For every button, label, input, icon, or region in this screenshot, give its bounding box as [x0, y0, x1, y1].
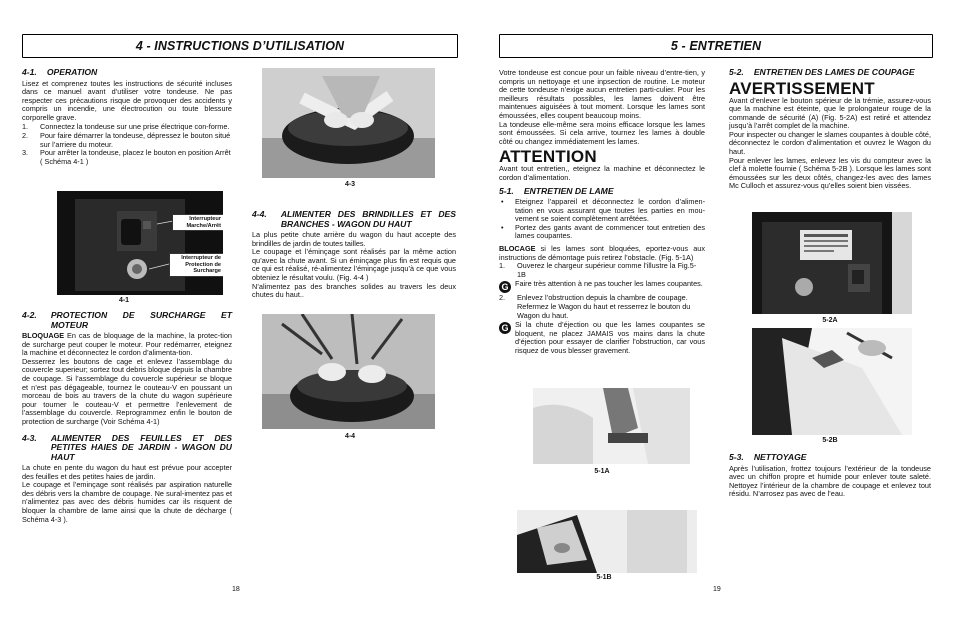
section-title-4-4: 4-4. ALIMENTER DES BRINDILLES ET DES BRANCHES - WAGON DU HAUT: [252, 209, 456, 229]
warning-g-icon: G: [499, 322, 511, 334]
section-title-5-3: 5-3. NETTOYAGE: [729, 452, 807, 462]
figure-caption-4-1: 4-1: [118, 297, 130, 304]
callout-overload-switch: Interrupteur de Protection de Surcharge: [169, 253, 223, 277]
callout-on-off-switch: Interrupteur Marche/Arrêt: [172, 214, 223, 231]
paragraph: Après l’utilisation, frottez toujours l’extérieur de la tondeuse avec un chiffon propre et humide pour enlever toute saleté. Nettoyez l’intérieur de la chambre de coupage et enlevez tout résidu. N’arrosez pas avec de l’eau.: [729, 463, 931, 499]
figure-caption-4-4: 4-4: [344, 433, 356, 440]
paragraph: BLOQUAGE En cas de bloquage de la machine, la protec-tion de surcharge peut couper le moteur. Pour redémarrer, eteignez la machine et déconnectez le cordon d’alimenta-tion.: [22, 331, 232, 358]
left-column-1: [22, 68, 232, 166]
figure-caption-4-3: 4-3: [344, 181, 356, 188]
right-column-3: [729, 453, 931, 499]
list-item: • Eteignez l’appareil et déconnectez le cordon d’alimen-tation en vous assurant que toutes les parties en mou-vement se soient complètement arrêtées.: [501, 197, 705, 224]
paragraph: Pour enlever les lames, enlevez les vis du compteur avec la clef à molette fournie ( Schéma 5-2B ). Lorsque les lames sont émoussées sur les deux côtés, changez-les avec des lames Mc Culloch et assurez-vous qu’elles soient bien vissées.: [729, 155, 931, 191]
paragraph: La tondeuse elle-même sera moins efficace lorsque les lames sont émoussées. Si cela arrive, tournez les lames à double côté ou changez immédiatement les lames.: [499, 119, 705, 146]
section-header-5: 5 - ENTRETIEN: [499, 34, 933, 58]
paragraph: Pour inspecter ou changer le slames coupantes à double côté, déconnectez le cordon d’alimentation et ouvrez le Wagon du haut.: [729, 129, 932, 157]
warning-g-icon: G: [499, 281, 511, 293]
warning-note: G Faire très attention à ne pas toucher les lames coupantes.: [499, 280, 705, 293]
list-item: 2. Pour faire démarrer la tondeuse, dépressez le bouton situé sur l’arriere du moteur.: [22, 131, 231, 149]
right-column-1: [499, 69, 705, 357]
paragraph: Desserrez les boutons de cage et enlevez l’assemblage du couvercle superieur; sortez tout debris bloque depuis la chambre de coupage. Si l’assemblage du covuercle supérieur se bloque et n’est pas dégageable, tournez le couteau-V en poussant un morceau de bois au travers de la chute du wagon supérieure pour tourner le couteau-V et permettre l’enlevement de l’assemblage du couvercle. Reprogrammez enfin le bouton de protection de surcharge (Voir Schéma 4-1): [22, 356, 232, 426]
figure-caption-5-1b: 5-1B: [596, 574, 612, 581]
figure-caption-5-2b: 5-2B: [822, 437, 838, 444]
left-column-2: [22, 311, 232, 524]
attention-title: ATTENTION: [499, 147, 597, 167]
left-column-3: [252, 210, 456, 300]
steps-list: [499, 294, 705, 320]
section-title-4-2: 4-2. PROTECTION DE SURCHARGE ET MOTEUR: [22, 310, 232, 330]
list-item: 1. Connectez la tondeuse sur une prise électrique con-forme.: [22, 122, 230, 132]
figure-5-1b-image: [517, 510, 697, 573]
steps-list: [22, 123, 232, 166]
list-item: 1. Ouverez le chargeur supérieur comme l’illustre la Fig.5-1B: [499, 261, 697, 279]
figure-5-2a-image: [752, 212, 912, 314]
list-item: 2. Enlevez l’obstruction depuis la chambre de coupage. Refermez le Wagon du haut et resserrez le bouton du Wagon du haut.: [499, 293, 691, 320]
section-header-4: 4 - INSTRUCTIONS D’UTILISATION: [22, 34, 458, 58]
paragraph: Avant d’enlever le bouton spérieur de la trémie, assurez-vous que la machine est éteinte, que le prolongateur rouge de la commande de sécurité (A) (Fig. 5-2A) est retiré et attendez jusqu’à l’arrêt complet de la machine.: [729, 95, 931, 131]
figure-4-1-image: [57, 191, 223, 295]
section-title-4-3: 4-3. ALIMENTER DES FEUILLES ET DES PETITES HAIES DE JARDIN - WAGON DU HAUT: [22, 432, 232, 462]
section-title-5-1: 5-1. ENTRETIEN DE LAME: [499, 185, 614, 196]
page-number-18: 18: [232, 586, 240, 593]
paragraph: Avant tout entretien,, eteignez la machine et déconnectez le cordon d’alimentation.: [499, 164, 705, 182]
section-title-5-2: 5-2. ENTRETIEN DES LAMES DE COUPAGE: [729, 67, 915, 77]
right-column-2: [729, 68, 931, 191]
list-item: • Portez des gants avant de commencer tout entretien des lames coupantes.: [501, 222, 705, 241]
paragraph: Le coupage et l’eminçage sont réalisés par aspiration naturelle des débris vers la chambre de coupage. Ne sural-imentez pas et n’alimentez pas avec des débris humides car ils risquent de bloquer la chambre de lame ainsi que la chute de décharge ( Schéma 4-3 ).: [22, 480, 232, 524]
paragraph: Lisez et comprenez toutes les instructions de sécurité incluses dans ce manuel avant d’utiliser votre tondeuse. Ne pas respecter ces précautions risque de provoquer des accidents y compris un incendie, une électrocution ou toute blessure corporelle grave.: [22, 78, 232, 122]
paragraph: BLOCAGE si les lames sont bloquées, eportez-vous aux instructions de démontage puis retirez l’obstacle. (Fig. 5-1A): [499, 244, 705, 262]
avertissement-title: AVERTISSEMENT: [729, 78, 875, 98]
figure-4-4-image: [262, 314, 435, 429]
figure-4-3-image: [262, 68, 435, 178]
page-number-19: 19: [713, 586, 721, 593]
figure-caption-5-1a: 5-1A: [594, 468, 610, 475]
paragraph: Le coupage et l’éminçage sont réalisés par la même action qu’avec la chute avant. Si un éminçage plus fin est requis que ce qui est réalisé, ré-alimentez l’éminçage jusqu’à ce que vous obteniez le résultat voulu. (Fig. 4-4 ): [252, 247, 456, 282]
figure-5-2b-image: [752, 328, 912, 435]
paragraph: La chute en pente du wagon du haut est prévue pour accepter des feuilles et des petites haies de jardin.: [22, 463, 232, 481]
list-item: 3. Pour arrêter la tondeuse, placez le bouton en position Arrêt ( Schéma 4-1 ): [22, 148, 231, 166]
paragraph: La plus petite chute arrière du wagon du haut accepte des brindilles de jardin de toutes tailles.: [252, 230, 456, 248]
paragraph: Votre tondeuse est concue pour un faible niveau d’entre-tien, y compris un nettoyage et une inpsection de routine. Le moteur de cette tondeuse n’exige aucun entretien parti-culier. Pour les meilleurs résultats possibles, les lames doivent être maintenues aiguisées à tout moment. Lorsque les lames sont émoussées, elles coupent beaucoup moins.: [499, 68, 705, 120]
paragraph: N’alimentez pas des branches solides au travers les deux chutes du haut..: [252, 281, 456, 300]
warning-note: G Si la chute d’éjection ou que les lames coupantes se bloquent, ne placez JAMAIS vos mains dans la chute d’éjection pour essayer de clarifier l’obstruction, car vous risquez de vous blesser gravement.: [499, 321, 705, 355]
figure-5-1a-image: [533, 388, 690, 464]
steps-list: [499, 262, 705, 279]
section-title-4-1: 4-1. OPERATION: [22, 67, 98, 77]
page-right: [477, 0, 954, 618]
figure-caption-5-2a: 5-2A: [822, 317, 838, 324]
bullet-list: [499, 198, 705, 241]
